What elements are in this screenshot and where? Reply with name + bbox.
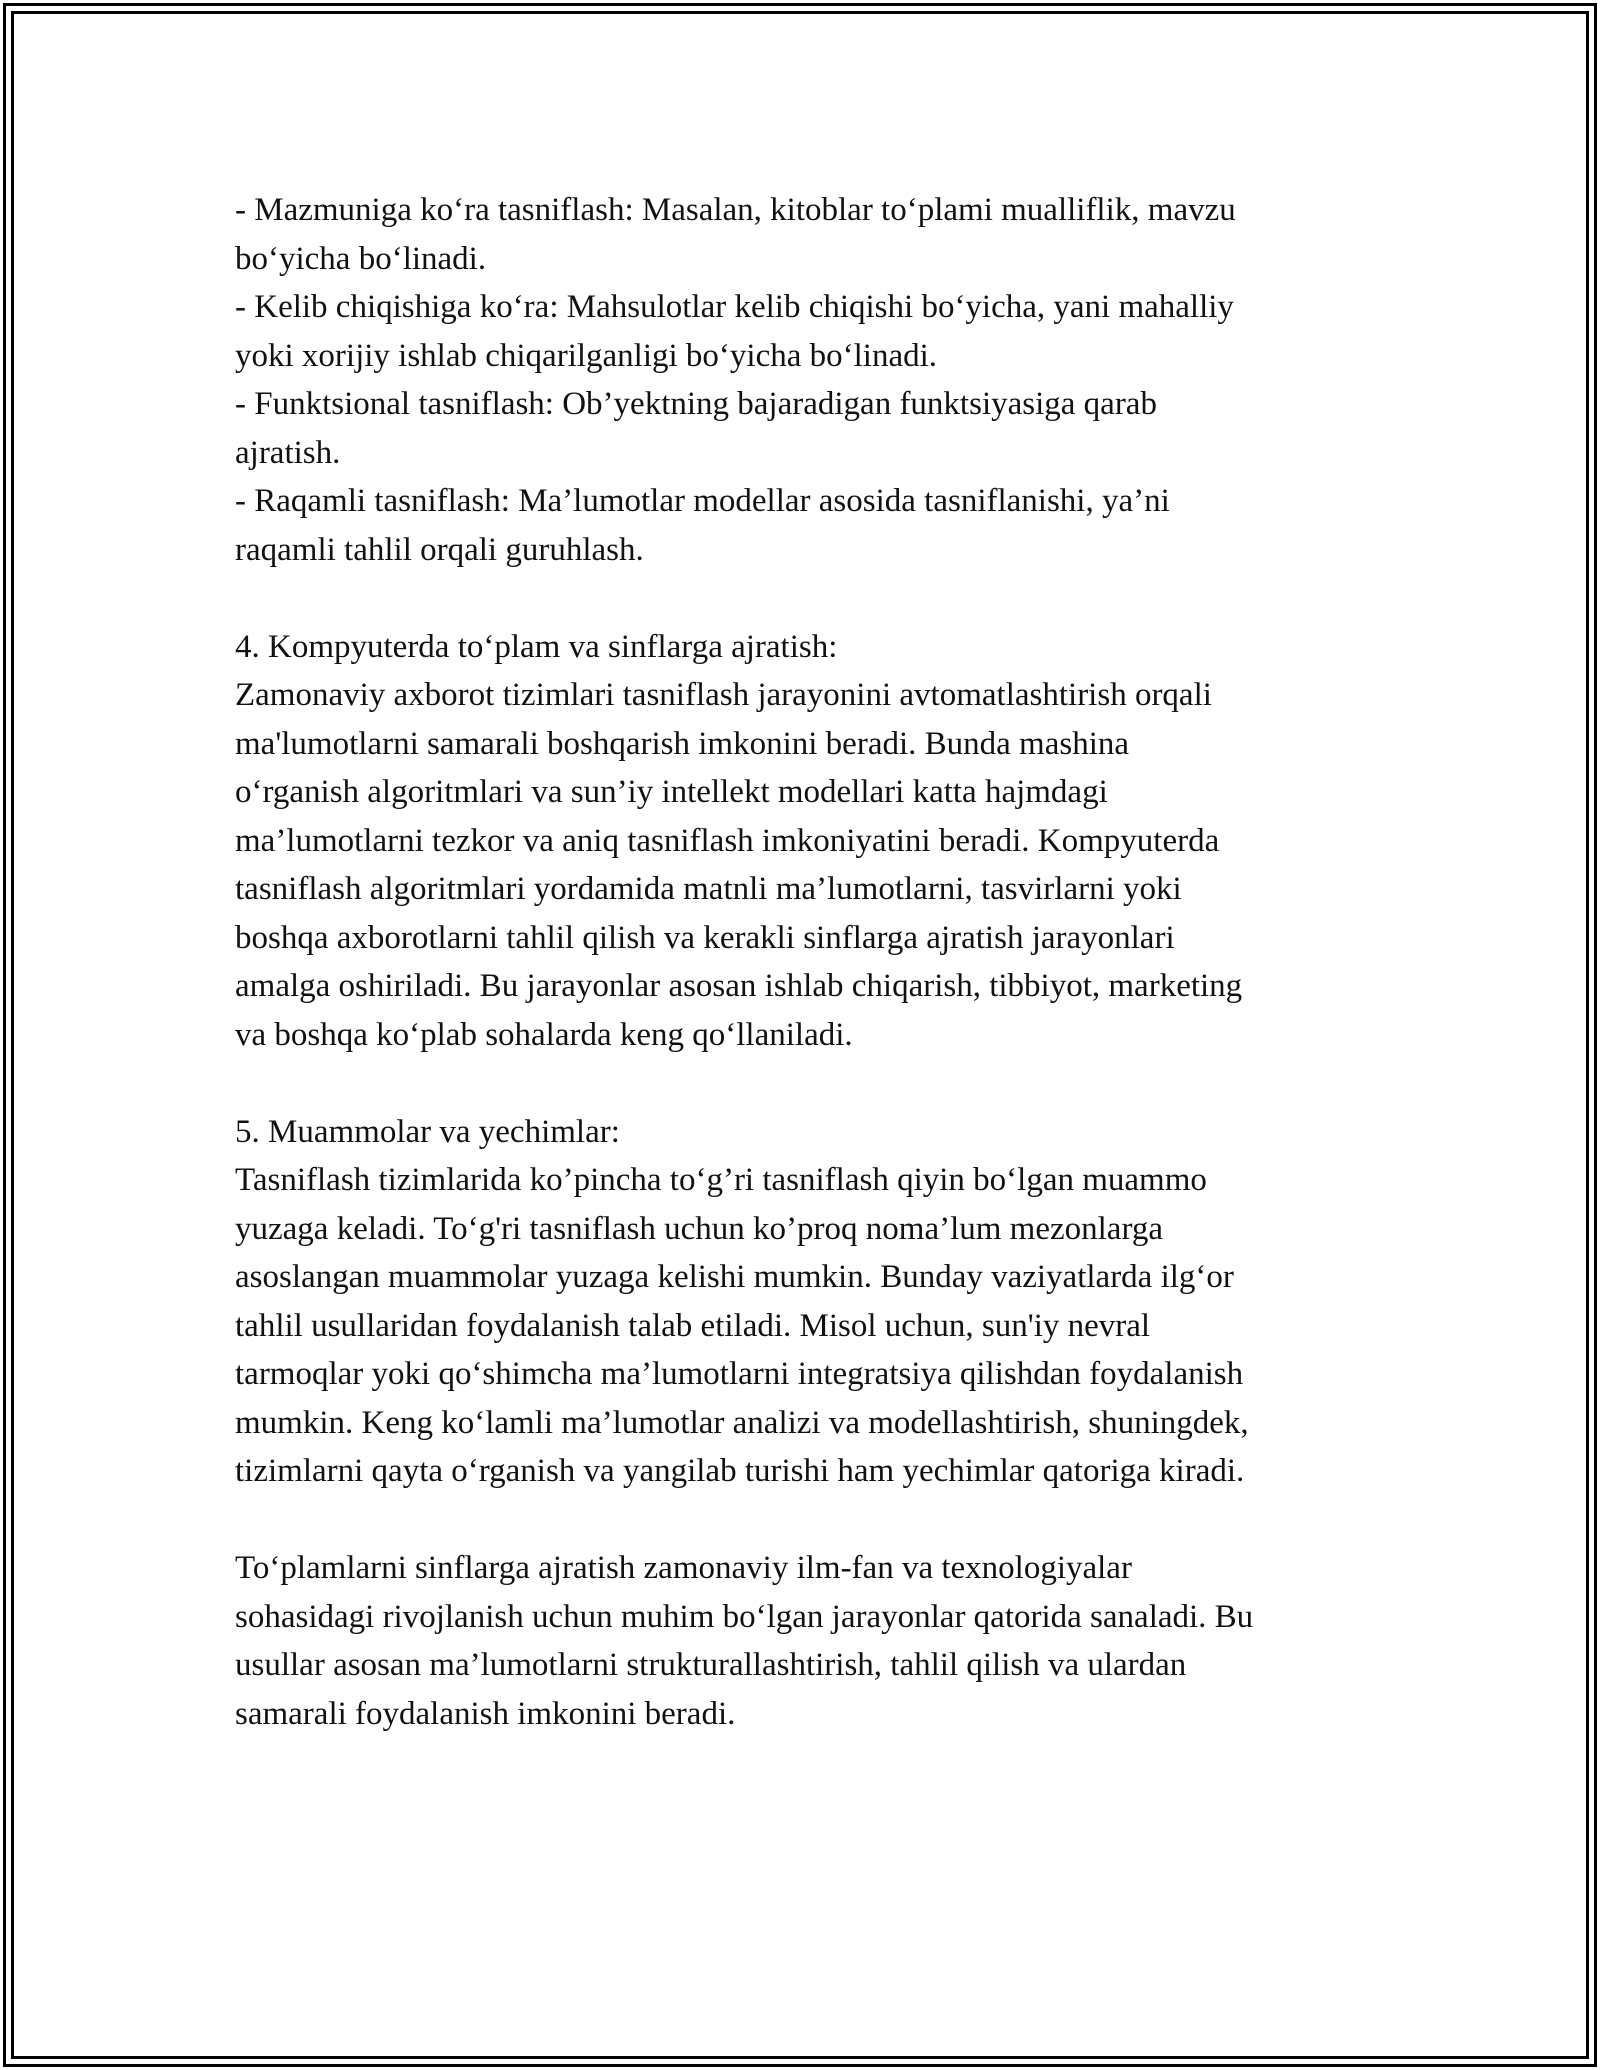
section-4 bbox=[235, 623, 1375, 1060]
text-line: usullar asosan ma’lumotlarni strukturallashtirish, tahlil qilish va ulardan bbox=[235, 1647, 1187, 1683]
text-line: yuzaga keladi. To‘g'ri tasniflash uchun ko’proq noma’lum mezonlarga bbox=[235, 1210, 1163, 1247]
text-line: yoki xorijiy ishlab chiqarilganligi bo‘yicha bo‘linadi. bbox=[235, 337, 938, 374]
list-item-origin-classification bbox=[235, 283, 1375, 380]
text-line: samarali foydalanish imkonini beradi. bbox=[235, 1695, 736, 1732]
text-line: ma’lumotlarni tezkor va aniq tasniflash imkoniyatini beradi. Kompyuterda bbox=[235, 822, 1220, 859]
text-line: Tasniflash tizimlarida ko’pincha to‘g’ri tasniflash qiyin bo‘lgan muammo bbox=[235, 1162, 1207, 1198]
document-body bbox=[235, 186, 1375, 1738]
text-line: o‘rganish algoritmlari va sun’iy intellekt modellari katta hajmdagi bbox=[235, 774, 1108, 810]
section-5-heading: 5. Muammolar va yechimlar: bbox=[235, 1113, 620, 1150]
text-line: Zamonaviy axborot tizimlari tasniflash jarayonini avtomatlashtirish orqali bbox=[235, 677, 1212, 713]
list-item-functional-classification bbox=[235, 380, 1375, 477]
text-line: amalga oshiriladi. Bu jarayonlar asosan ishlab chiqarish, tibbiyot, marketing bbox=[235, 968, 1243, 1004]
text-line: - Kelib chiqishiga ko‘ra: Mahsulotlar kelib chiqishi bo‘yicha, yani mahalliy bbox=[235, 289, 1234, 325]
classification-list bbox=[235, 186, 1375, 574]
text-line: ma'lumotlarni samarali boshqarish imkonini beradi. Bunda mashina bbox=[235, 725, 1130, 762]
paragraph-gap bbox=[235, 1059, 1375, 1108]
text-line: - Funktsional tasniflash: Ob’yektning bajaradigan funktsiyasiga qarab bbox=[235, 386, 1157, 422]
text-line: tizimlarni qayta o‘rganish va yangilab turishi ham yechimlar qatoriga kiradi. bbox=[235, 1453, 1245, 1489]
text-line: - Raqamli tasniflash: Ma’lumotlar modellar asosida tasniflanishi, ya’ni bbox=[235, 483, 1170, 519]
text-line: raqamli tahlil orqali guruhlash. bbox=[235, 531, 644, 568]
text-line: To‘plamlarni sinflarga ajratish zamonaviy ilm-fan va texnologiyalar bbox=[235, 1550, 1132, 1586]
section-5 bbox=[235, 1108, 1375, 1496]
text-line: bo‘yicha bo‘linadi. bbox=[235, 240, 487, 277]
text-line: tasniflash algoritmlari yordamida matnli ma’lumotlarni, tasvirlarni yoki bbox=[235, 871, 1182, 907]
list-item-numeric-classification bbox=[235, 477, 1375, 574]
text-line: boshqa axborotlarni tahlil qilish va kerakli sinflarga ajratish jarayonlari bbox=[235, 919, 1175, 956]
list-item-content-classification bbox=[235, 186, 1375, 283]
text-line: va boshqa ko‘plab sohalarda keng qo‘llaniladi. bbox=[235, 1016, 853, 1053]
text-line: tarmoqlar yoki qo‘shimcha ma’lumotlarni integratsiya qilishdan foydalanish bbox=[235, 1356, 1244, 1392]
conclusion-paragraph bbox=[235, 1544, 1375, 1738]
paragraph-gap bbox=[235, 574, 1375, 623]
text-line: sohasidagi rivojlanish uchun muhim bo‘lgan jarayonlar qatorida sanaladi. Bu bbox=[235, 1598, 1254, 1635]
text-line: - Mazmuniga ko‘ra tasniflash: Masalan, kitoblar to‘plami mualliflik, mavzu bbox=[235, 192, 1236, 228]
section-4-heading: 4. Kompyuterda to‘plam va sinflarga ajratish: bbox=[235, 628, 838, 665]
text-line: asoslangan muammolar yuzaga kelishi mumkin. Bunday vaziyatlarda ilg‘or bbox=[235, 1259, 1234, 1295]
text-line: mumkin. Keng ko‘lamli ma’lumotlar analizi va modellashtirish, shuningdek, bbox=[235, 1404, 1249, 1441]
text-line: tahlil usullaridan foydalanish talab etiladi. Misol uchun, sun'iy nevral bbox=[235, 1307, 1151, 1344]
paragraph-gap bbox=[235, 1496, 1375, 1545]
text-line: ajratish. bbox=[235, 434, 341, 471]
